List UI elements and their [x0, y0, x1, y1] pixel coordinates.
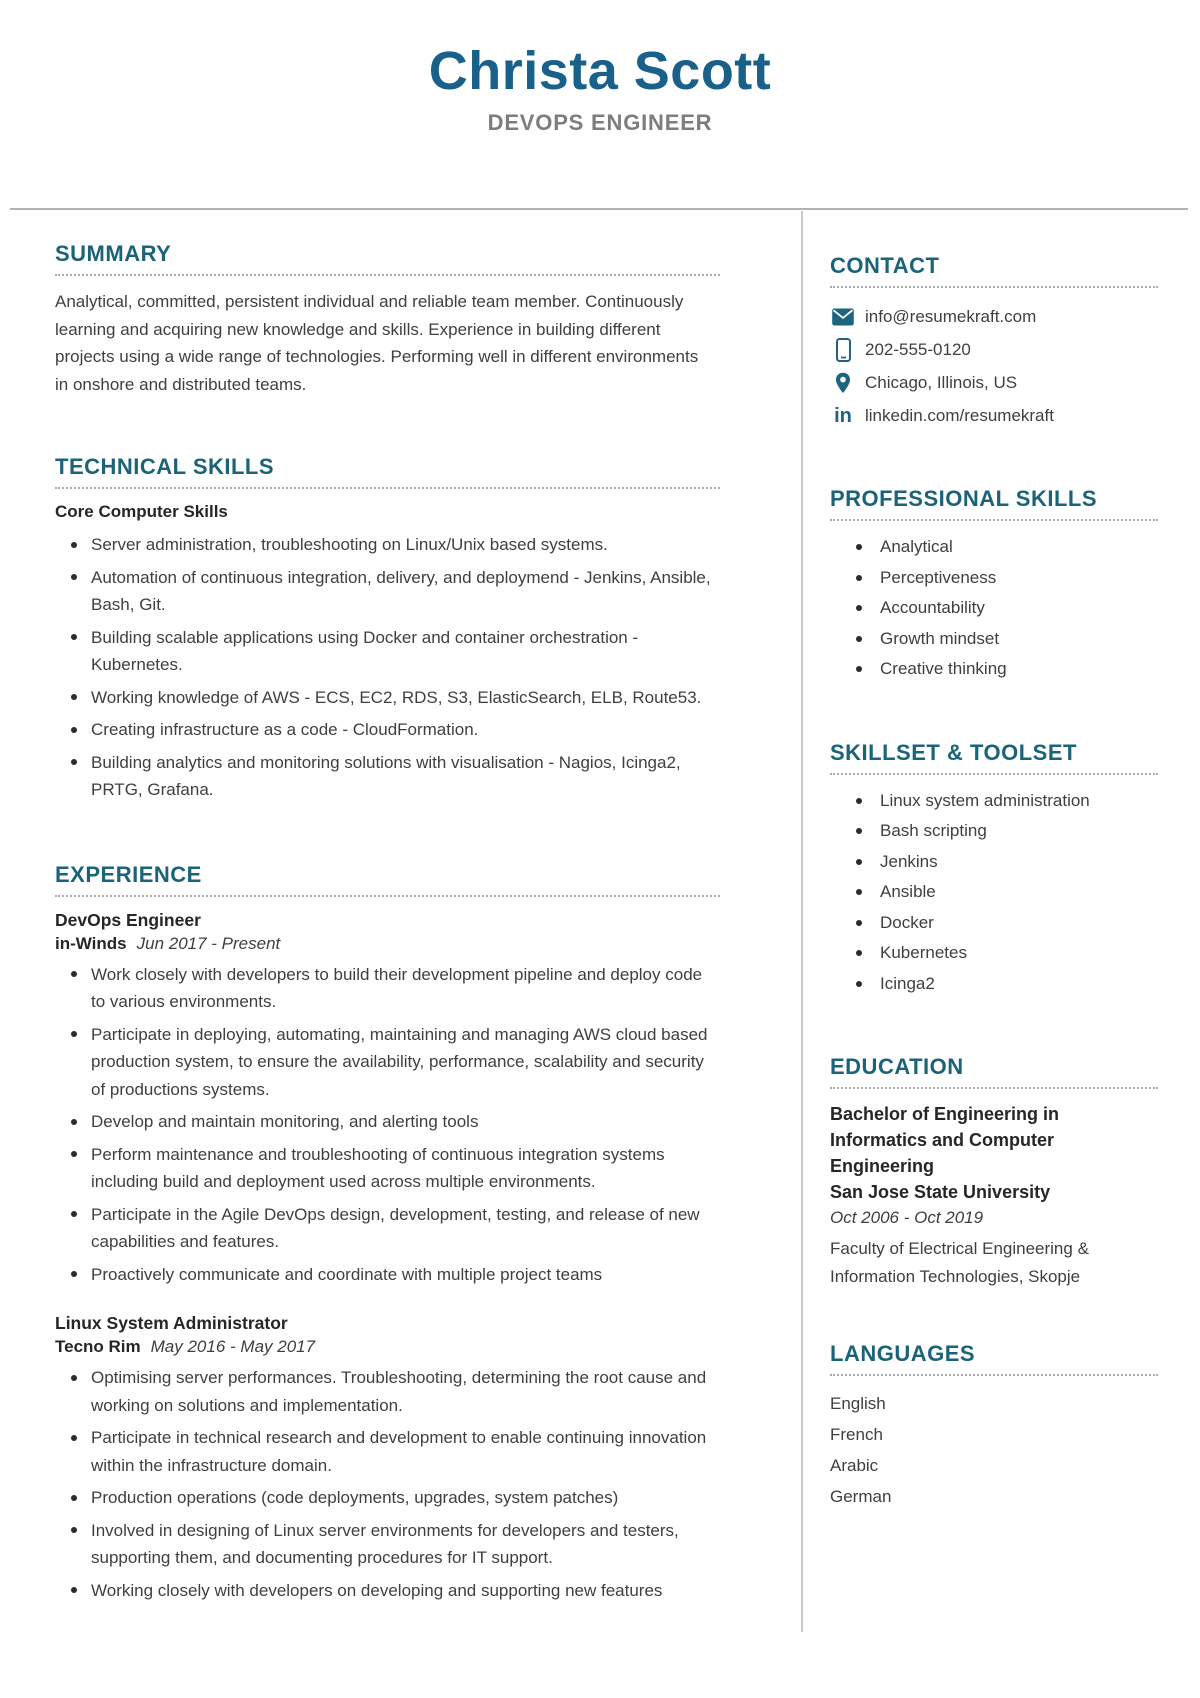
language-item: French — [830, 1425, 883, 1444]
language-item: German — [830, 1487, 892, 1506]
section-experience — [55, 862, 715, 1605]
job-bullet: Production operations (code deployments, upgrades, system patches) — [67, 1484, 715, 1512]
experience-job-2 — [55, 1312, 715, 1604]
professional-skill-item: Accountability — [856, 594, 1132, 623]
skillset-list — [856, 787, 1132, 999]
professional-skills-heading: PROFESSIONAL SKILLS — [830, 486, 1098, 511]
dotted-rule — [55, 487, 720, 489]
job-dates: May 2016 - May 2017 — [150, 1337, 316, 1356]
job-title: DevOps Engineer — [55, 909, 201, 930]
person-job-title: DEVOPS ENGINEER — [487, 110, 713, 136]
job-bullet-list — [67, 1364, 715, 1604]
job-bullet: Participate in deploying, automating, maintaining and managing AWS cloud based production system, to ensure the availability, performance, scalability and security of productions systems. — [67, 1021, 715, 1104]
education-heading: EDUCATION — [830, 1054, 964, 1079]
contact-rows — [830, 300, 1106, 432]
resume-header — [0, 0, 1200, 136]
email-icon — [830, 308, 856, 326]
two-column-body — [0, 211, 1200, 1632]
technical-skill-item: Working knowledge of AWS - ECS, EC2, RDS, S3, ElasticSearch, ELB, Route53. — [67, 684, 715, 712]
technical-skill-item: Automation of continuous integration, delivery, and deploymend - Jenkins, Ansible, Bash, Git. — [67, 564, 715, 619]
job-company-line — [55, 1335, 715, 1358]
dotted-rule — [830, 1087, 1158, 1089]
job-bullet: Develop and maintain monitoring, and alerting tools — [67, 1108, 715, 1136]
section-summary — [55, 241, 715, 398]
job-company: in-Winds — [55, 933, 127, 953]
professional-skill-item: Creative thinking — [856, 655, 1132, 684]
technical-skill-item: Creating infrastructure as a code - CloudFormation. — [67, 716, 715, 744]
education-school: San Jose State University — [830, 1182, 1051, 1202]
job-bullet: Optimising server performances. Troubleshooting, determining the root cause and working on solutions and implementation. — [67, 1364, 715, 1419]
summary-heading: SUMMARY — [55, 241, 172, 266]
technical-skill-item: Building analytics and monitoring solutions with visualisation - Nagios, Icinga2, PRTG, Grafana. — [67, 749, 715, 804]
section-languages — [830, 1341, 1200, 1512]
professional-skills-list — [856, 533, 1132, 684]
professional-skill-item: Perceptiveness — [856, 564, 1132, 593]
job-bullet: Participate in the Agile DevOps design, development, testing, and release of new capabilities and features. — [67, 1201, 715, 1256]
dotted-rule — [830, 773, 1158, 775]
location-pin-icon — [830, 372, 856, 394]
job-bullet: Working closely with developers on developing and supporting new features — [67, 1577, 715, 1605]
contact-phone-row — [830, 333, 1106, 366]
core-computer-skills-subheading: Core Computer Skills — [55, 502, 228, 521]
contact-phone: 202-555-0120 — [865, 339, 971, 359]
technical-skill-item: Building scalable applications using Docker and container orchestration - Kubernetes. — [67, 624, 715, 679]
skillset-item: Ansible — [856, 878, 1132, 907]
right-column — [803, 211, 1200, 1632]
skillset-item: Jenkins — [856, 848, 1132, 877]
linkedin-icon: in — [834, 404, 852, 427]
section-technical-skills — [55, 454, 715, 804]
experience-job-1 — [55, 909, 715, 1289]
experience-heading: EXPERIENCE — [55, 861, 202, 887]
job-bullet: Perform maintenance and troubleshooting of continuous integration systems including build and deployment used across multiple environments. — [67, 1141, 715, 1196]
left-column — [0, 211, 803, 1632]
job-bullet: Work closely with developers to build their development pipeline and deploy code to various environments. — [67, 961, 715, 1016]
language-item: English — [830, 1394, 886, 1413]
job-bullet: Proactively communicate and coordinate with multiple project teams — [67, 1261, 715, 1289]
languages-list — [830, 1388, 1106, 1512]
section-professional-skills — [830, 486, 1200, 684]
job-bullet-list — [67, 961, 715, 1289]
contact-email[interactable]: info@resumekraft.com — [865, 306, 1037, 326]
section-education — [830, 1054, 1200, 1291]
contact-linkedin[interactable]: linkedin.com/resumekraft — [865, 405, 1054, 425]
contact-heading: CONTACT — [830, 253, 940, 278]
technical-skills-list — [67, 531, 715, 804]
technical-skills-heading: TECHNICAL SKILLS — [55, 454, 275, 479]
summary-text: Analytical, committed, persistent individual and reliable team member. Continuously learning and acquiring new knowledge and skills. Experience in building different projects using a wide range of technologies. Performing well in different environments in onshore and distributed teams. — [55, 292, 699, 394]
dotted-rule — [830, 286, 1158, 288]
job-title: Linux System Administrator — [55, 1313, 288, 1333]
languages-heading: LANGUAGES — [830, 1341, 976, 1366]
contact-location: Chicago, Illinois, US — [865, 372, 1018, 392]
professional-skill-item: Analytical — [856, 533, 1132, 562]
skillset-item: Docker — [856, 909, 1132, 938]
dotted-rule — [55, 895, 720, 897]
dotted-rule — [830, 1374, 1158, 1376]
technical-skill-item: Server administration, troubleshooting on Linux/Unix based systems. — [67, 531, 715, 559]
dotted-rule — [55, 274, 720, 276]
professional-skill-item: Growth mindset — [856, 625, 1132, 654]
job-bullet: Involved in designing of Linux server environments for developers and testers, supporting them, and documenting procedures for IT support. — [67, 1517, 715, 1572]
education-degree: Bachelor of Engineering in Informatics and Computer Engineering — [830, 1104, 1060, 1176]
language-item: Arabic — [830, 1456, 879, 1475]
skillset-item: Linux system administration — [856, 787, 1132, 816]
skillset-item: Kubernetes — [856, 939, 1132, 968]
skillset-item: Icinga2 — [856, 970, 1132, 999]
job-company-line — [55, 932, 715, 955]
section-skillset-toolset — [830, 740, 1200, 999]
contact-linkedin-row — [830, 399, 1106, 432]
header-divider — [10, 208, 1188, 210]
section-contact — [830, 253, 1200, 432]
dotted-rule — [830, 519, 1158, 521]
education-dates: Oct 2006 - Oct 2019 — [830, 1208, 984, 1227]
job-dates: Jun 2017 - Present — [136, 933, 281, 953]
job-bullet: Participate in technical research and development to enable continuing innovation within the infrastructure domain. — [67, 1424, 715, 1479]
education-faculty: Faculty of Electrical Engineering & Information Technologies, Skopje — [830, 1239, 1089, 1286]
phone-icon — [830, 338, 856, 362]
contact-email-row — [830, 300, 1106, 333]
person-name: Christa Scott — [428, 41, 772, 101]
contact-location-row — [830, 366, 1106, 399]
job-company: Tecno Rim — [55, 1337, 141, 1356]
skillset-toolset-heading: SKILLSET & TOOLSET — [830, 739, 1077, 765]
skillset-item: Bash scripting — [856, 817, 1132, 846]
